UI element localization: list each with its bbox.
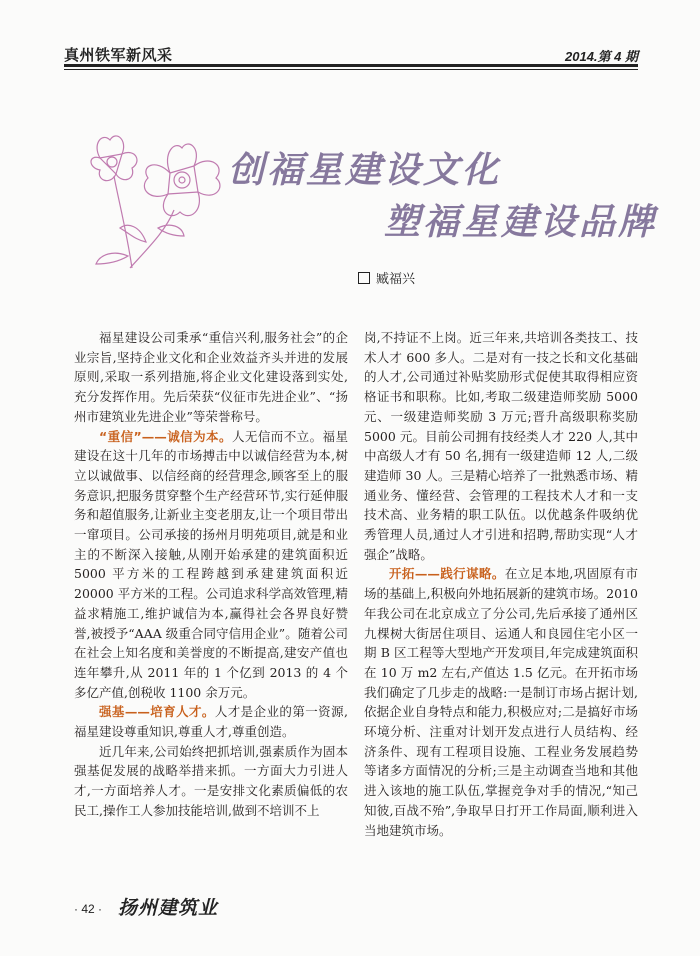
paragraph [74, 427, 348, 703]
page-header [0, 0, 700, 64]
article-author [358, 268, 415, 287]
large-flower-petal [144, 165, 170, 197]
magazine-name: 扬州建筑业 [118, 897, 219, 919]
paragraph-body: 在立足本地,巩固原有市场的基础上,积极向外地拓展新的建筑市场。2010 年我公司在北京成立了分公司,先后承接了通州区九棵树大街居住项目、运通人和良园住宅小区一期 B 区工程等大型地产开发项目,年完成建筑面积在 10 万 m2 左右,产值达 1.5 亿元。在开拓市场我们确定了几步走的战略:一是制订市场占据计划,依据企业自身特点和能力,积极应对;二是搞好市场环境分析、注重对计划开发点进行人员结构、经济条件、现有工程项目设施、工程业务发展趋势等诸多方面情况的分析;三是主动调查当地和其他进入该地的施工队伍,掌握竞争对手的情况,“知己知彼,百战不殆”,争取早日打开工作局面,顺利进入当地建筑市场。 [364, 566, 638, 838]
paragraph: 近几年来,公司始终把抓培训,强素质作为固本强基促发展的战略举措来抓。一方面大力引进人才,一方面培养人才。一是安排文化素质偏低的农民工,操作工人参加技能培训,做到不培训不上 [74, 743, 348, 818]
author-box-icon [358, 272, 370, 284]
large-flower-petal [163, 192, 199, 216]
section-heading: 强基——培育人才。 [99, 704, 215, 720]
article-title-line2: 塑福星建设品牌 [384, 202, 658, 243]
large-flower-center [174, 172, 190, 188]
page-number: · 42 · [74, 902, 103, 916]
paragraph: 岗,不持证不上岗。近三年来,共培训各类技工、技术人才 600 多人。二是对有一技之长和文化基础的人才,公司通过补贴奖励形式促使其取得相应资格证书和职称。比如,考取二级建造师奖励 5000 元、一级建造师奖励 3 万元;晋升高级职称奖励 5000 元。目前公司拥有技经类人才 220 人,其中中高级人才有 50 名,拥有一级建造师 12 人,二级建造师 30 人。三是精心培养了一批熟悉市场、精通业务、懂经营、会管理的工程技术人才和一支技术高、业务精的职工队伍。以优越条件吸纳优秀管理人员,通过人才引进和招聘,帮助实现“人才强企”战略。 [364, 330, 638, 562]
paragraph [74, 702, 348, 741]
issue-number: 2014.第 4 期 [565, 49, 638, 64]
paragraph [364, 564, 638, 840]
paragraph: 福星建设公司秉承“重信兴利,服务社会”的企业宗旨,坚持企业文化和企业效益齐头并进的发展原则,采取一系列措施,将企业文化建设落到实处,充分发挥作用。先后荣获“仪征市先进企业”、“扬州市建筑业先进企业”等荣誉称号。 [74, 330, 348, 424]
flower-leaf [158, 225, 184, 236]
small-flower-center [107, 157, 117, 167]
header-rule-thick [64, 64, 638, 67]
paragraph-body: 人才是企业的第一资源,福星建设尊重知识,尊重人才,尊重创造。 [74, 704, 348, 740]
large-flower-petal [194, 161, 220, 195]
small-flower-petal [97, 136, 124, 158]
header-rule-thin [64, 69, 638, 70]
text-column-right [364, 328, 638, 840]
journal-title: 真州铁军新风采 [64, 46, 173, 64]
flower-leaf [120, 225, 146, 242]
article-title-line1: 创福星建设文化 [228, 150, 502, 191]
section-heading: “重信”——诚信为本。 [99, 428, 232, 444]
flower-leaf [96, 253, 128, 264]
section-heading: 开拓——践行谋略。 [389, 566, 505, 582]
text-column-left [74, 328, 348, 821]
flower-illustration [70, 118, 240, 278]
small-flower-petal [91, 157, 116, 180]
small-flower-petal [116, 153, 137, 180]
author-name: 臧福兴 [376, 272, 416, 287]
paragraph-body: 人无信而不立。福星建设在这十几年的市场搏击中以诚信经营为本,树立以诚做事、以信经商的经营理念,顾客至上的服务意识,把服务贯穿整个生产经营环节,实行延伸服务和超值服务,让新业主变老朋友,让一个项目带出一窜项目。公司承接的扬州月明苑项目,就是和业主的不断深入接触,从刚开始承建的建筑面积近 5000 平方米的工程跨越到承建建筑面积近 20000 平方米的工程。公司追求科学高效管理,精益求精施工,维护诚信为本,赢得社会各界良好赞誉,被授予“AAA 级重合同守信用企业”。随着公司在社会上知名度和美誉度的不断提高,建安产值也连年攀升,从 2011 年的 1 个亿到 2013 的 4 个多亿产值,创税收 1100 余万元。 [74, 428, 348, 700]
large-flower-petal [167, 144, 196, 173]
